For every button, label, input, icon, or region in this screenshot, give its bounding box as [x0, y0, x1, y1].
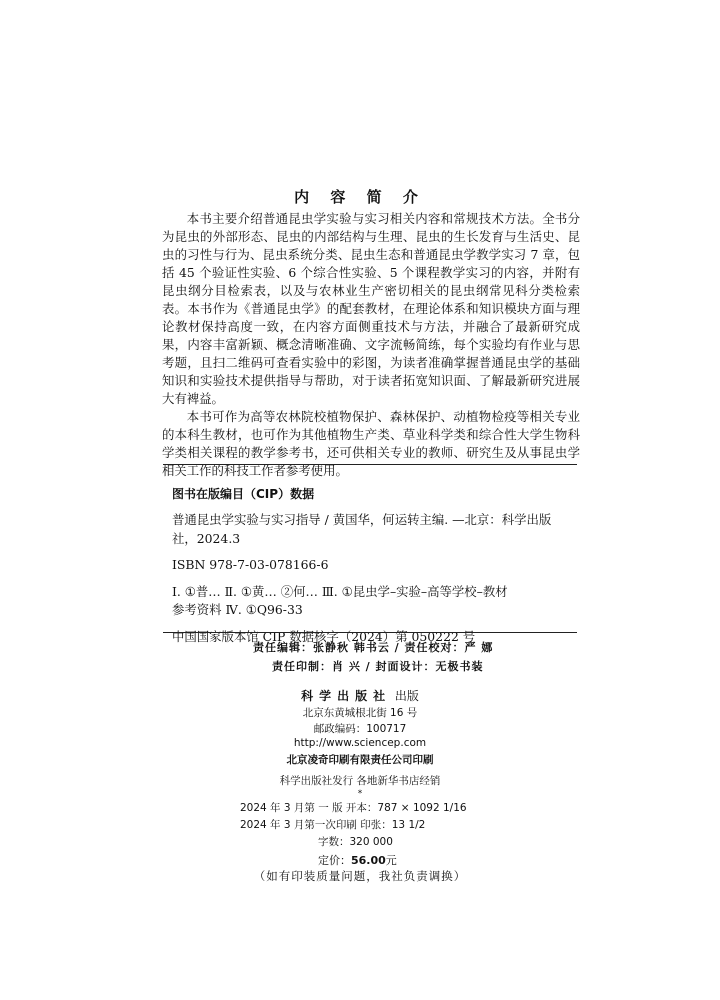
publisher-line [0, 687, 720, 704]
cip-block [172, 511, 572, 646]
postcode: 邮政编码：100717 [313, 723, 407, 735]
distribution: 科学出版社发行 各地新华书店经销 [279, 775, 441, 787]
publisher-name: 科学出版社 [301, 689, 392, 703]
cip-citation-line-1: 普通昆虫学实验与实习指导 / 黄国华，何运转主编. —北京：科学出版 [172, 512, 552, 527]
page-title: 内 容 简 介 [294, 188, 426, 206]
cip-heading: 图书在版编目（CIP）数据 [172, 487, 315, 501]
price-unit: 元 [385, 854, 397, 867]
cip-classification-line-1: Ⅰ. ①普… Ⅱ. ①黄… ②何… Ⅲ. ①昆虫学–实验–高等学校–教材 [172, 583, 508, 599]
word-count: 字数：320 000 [318, 836, 393, 848]
price-label: 定价： [318, 854, 351, 867]
publisher-suffix: 出版 [394, 689, 419, 703]
price-value: 56.00 [351, 854, 386, 867]
divider-bottom [163, 632, 577, 633]
printer: 北京凌奇印刷有限责任公司印刷 [286, 754, 434, 766]
content-summary [162, 210, 580, 480]
cip-isbn: ISBN 978-7-03-078166-6 [172, 557, 329, 572]
cip-citation-line-2: 社，2024.3 [172, 530, 241, 546]
quality-note: （如有印装质量问题，我社负责调换） [253, 869, 467, 883]
summary-paragraph-2: 本书可作为高等农林院校植物保护、森林保护、动植物检疫等相关专业的本科生教材，也可作为其他植物生产类、草业科学类和综合性大学生物科学类相关课程的教学参考书，还可供相关专业的教师、研究生及从事昆虫学相关工作的科技工作者参考使用。 [162, 409, 580, 478]
production-credits: 责任印制：肖 兴 / 封面设计：无极书装 [272, 660, 484, 673]
cip-record-number: 中国国家版本馆 CIP 数据核字（2024）第 050222 号 [172, 628, 476, 644]
separator-star: * [357, 789, 363, 799]
editor-credits: 责任编辑：张静秋 韩书云 / 责任校对：严 娜 [253, 641, 494, 654]
edition-info: 2024 年 3 月第 一 版 开本：787 × 1092 1/16 [240, 802, 467, 814]
publisher-address: 北京东黄城根北街 16 号 [302, 707, 418, 719]
divider-top [163, 464, 577, 465]
summary-paragraph-1: 本书主要介绍普通昆虫学实验与实习相关内容和常规技术方法。全书分为昆虫的外部形态、昆虫的内部结构与生理、昆虫的生长发育与生活史、昆虫的习性与行为、昆虫系统分类、昆虫生态和普通昆虫学教学实习 7 章，包括 45 个验证性实验、6 个综合性实验、5 个课程教学实习的内容，并附有昆虫纲分目检索表，以及与农林业生产密切相关的昆虫纲常见科分类检索表。本书作为《普通昆虫学》的配套教材，在理论体系和知识模块方面与理论教材保持高度一致，在内容方面侧重技术与方法，并融合了最新研究成果，内容丰富新颖、概念清晰准确、文字流畅简练，每个实验均有作业与思考题，且扫二维码可查看实验中的彩图，为读者准确掌握普通昆虫学的基础知识和实验技术提供指导与帮助，对于读者拓宽知识面、了解最新研究进展大有裨益。 [162, 211, 580, 406]
publisher-url: http://www.sciencep.com [293, 737, 427, 749]
printing-info: 2024 年 3 月第一次印刷 印张：13 1/2 [240, 819, 426, 831]
price [318, 852, 397, 868]
cip-classification-line-2: 参考资料 Ⅳ. ①Q96-33 [172, 602, 303, 617]
